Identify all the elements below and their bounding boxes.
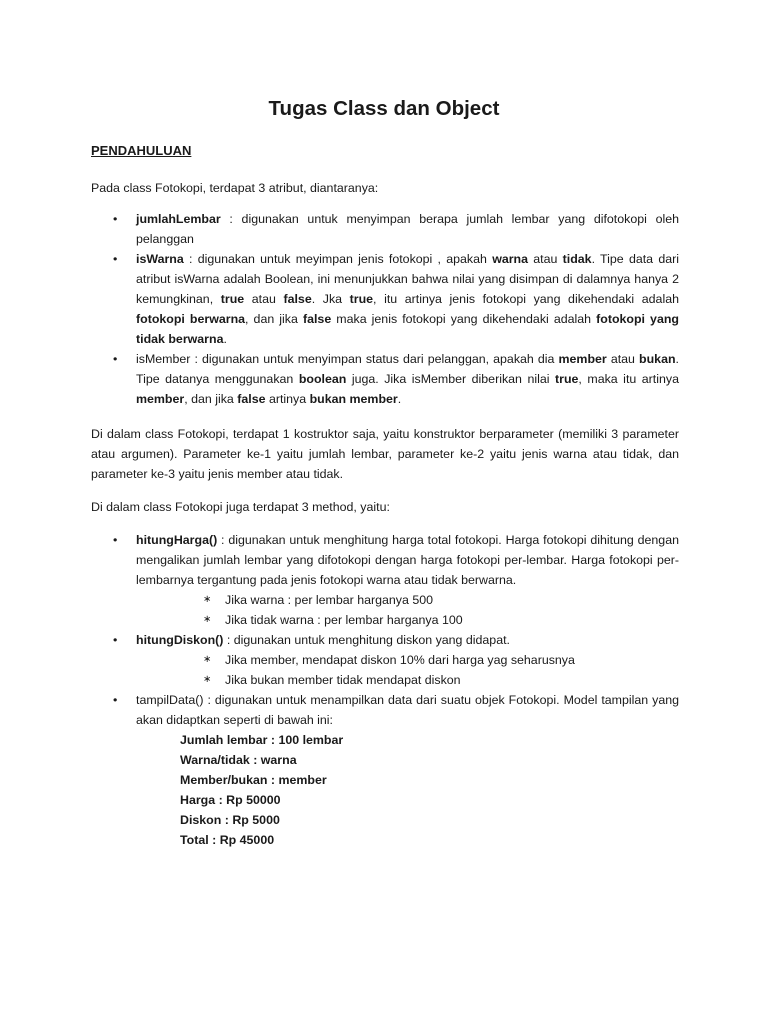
text-run: . Tipe data dari atribut isWarna adalah Boolean, ini menunjukkan bahwa nilai yang disimpan di dalamnya hanya 2 kemungkinan, [136, 252, 679, 306]
list-item [91, 690, 679, 730]
sub-bullet-icon: ∗ [203, 594, 212, 605]
text-run: atau [528, 252, 563, 266]
text-run: artinya [265, 392, 310, 406]
text-run: atau [244, 292, 284, 306]
sample-line: Member/bukan : member [180, 773, 327, 787]
sub-bullet-icon: ∗ [203, 674, 212, 685]
bold-run: fotokopi yang tidak berwarna [136, 312, 679, 346]
text-run: , maka itu artinya [578, 372, 679, 386]
document-title: Tugas Class dan Object [268, 97, 500, 120]
bullet-icon: • [113, 533, 118, 547]
sample-line: Jumlah lembar : 100 lembar [180, 733, 344, 747]
bold-run: false [283, 292, 312, 306]
sub-list-item [91, 610, 679, 630]
section-heading: PENDAHULUAN [91, 143, 192, 158]
sub-list-item [91, 650, 679, 670]
method-description: tampilData() : digunakan untuk menampilkan data dari suatu objek Fotokopi. Model tampilan yang akan didaptkan seperti di bawah ini: [136, 693, 679, 727]
text-run: atau [606, 352, 640, 366]
method-description: : digunakan untuk menghitung harga total fotokopi. Harga fotokopi dihitung dengan mengalikan jumlah lembar yang difotokopi dengan harga fotokopi per-lembar. Harga fotokopi per-lembarnya tergantung pada jenis fotokopi warna atau tidak berwarna. [136, 533, 679, 587]
list-item [91, 630, 679, 650]
text-run: . [397, 392, 402, 406]
bold-run: tidak [562, 252, 592, 266]
method-list [91, 630, 679, 650]
method-list-block [91, 530, 679, 850]
text-run: maka jenis fotokopi yang dikehendaki adalah [331, 312, 597, 326]
method-description: : digunakan untuk menghitung diskon yang didapat. [223, 633, 510, 647]
sub-item-text: Jika member, mendapat diskon 10% dari harga yag seharusnya [225, 653, 575, 667]
sub-bullet-icon: ∗ [203, 614, 212, 625]
intro-paragraph-block [91, 178, 679, 198]
bold-run: boolean [298, 372, 347, 386]
sub-bullet-icon: ∗ [203, 654, 212, 665]
attribute-name: jumlahLembar [136, 212, 221, 226]
list-item [91, 530, 679, 590]
sub-item-text: Jika bukan member tidak mendapat diskon [225, 673, 461, 687]
text-run: , dan jika [245, 312, 303, 326]
sample-line: Diskon : Rp 5000 [180, 813, 280, 827]
text-run: . Jka [311, 292, 350, 306]
bold-run: true [220, 292, 245, 306]
methods-intro-paragraph: Di dalam class Fotokopi juga terdapat 3 method, yaitu: [91, 500, 390, 514]
sample-line: Total : Rp 45000 [180, 833, 275, 847]
method-list [91, 690, 679, 730]
attribute-name: isWarna [136, 252, 184, 266]
constructor-paragraph: Di dalam class Fotokopi, terdapat 1 kostruktor saja, yaitu konstruktor berparameter (memiliki 3 parameter atau argumen). Parameter ke-1 yaitu jumlah lembar, parameter ke-2 yaitu jenis warna atau tidak, dan parameter ke-3 yaitu jenis member atau tidak. [91, 427, 679, 481]
sample-output [91, 730, 679, 850]
sublist-hitung-harga [91, 590, 679, 630]
attribute-list [91, 209, 679, 409]
sub-item-text: Jika warna : per lembar harganya 500 [225, 593, 434, 607]
sub-item-text: Jika tidak warna : per lembar harganya 100 [225, 613, 463, 627]
method-name: hitungHarga() [136, 533, 218, 547]
bold-run: warna [492, 252, 528, 266]
list-item [91, 349, 679, 409]
bullet-icon: • [113, 633, 118, 647]
bold-run: true [349, 292, 374, 306]
methods-intro-block [91, 497, 679, 517]
sublist-hitung-diskon [91, 650, 679, 690]
attribute-description: : digunakan untuk menyimpan berapa jumlah lembar yang difotokopi oleh pelanggan [136, 212, 679, 246]
bold-run: bukan [639, 352, 676, 366]
attribute-list-block [91, 209, 679, 409]
text-run: juga. Jika isMember diberikan nilai [346, 372, 555, 386]
bold-run: false [302, 312, 332, 326]
bullet-icon: • [113, 212, 118, 226]
list-item [91, 209, 679, 249]
text-run: , dan jika [184, 392, 238, 406]
sample-line: Harga : Rp 50000 [180, 793, 281, 807]
bold-run: fotokopi berwarna [136, 312, 246, 326]
text-run: : digunakan untuk meyimpan jenis fotokopi , apakah [183, 252, 493, 266]
sub-list-item [91, 590, 679, 610]
bold-run: member [136, 392, 185, 406]
bold-run: true [555, 372, 579, 386]
text-run: . [223, 332, 227, 346]
bold-run: bukan member [309, 392, 398, 406]
bold-run: member [558, 352, 607, 366]
list-item [91, 249, 679, 349]
bullet-icon: • [113, 352, 118, 366]
bullet-icon: • [113, 252, 118, 266]
intro-paragraph: Pada class Fotokopi, terdapat 3 atribut, diantaranya: [91, 181, 379, 195]
sub-list-item [91, 670, 679, 690]
bullet-icon: • [113, 693, 118, 707]
text-run: , itu artinya jenis fotokopi yang dikehendaki adalah [373, 292, 679, 306]
method-list [91, 530, 679, 590]
sample-line: Warna/tidak : warna [180, 753, 297, 767]
text-run: . Tipe datanya menggunakan [136, 352, 679, 386]
bold-run: false [237, 392, 266, 406]
text-run: isMember : digunakan untuk menyimpan status dari pelanggan, apakah dia [136, 352, 559, 366]
method-name: hitungDiskon() [136, 633, 224, 647]
constructor-paragraph-block [91, 424, 679, 484]
